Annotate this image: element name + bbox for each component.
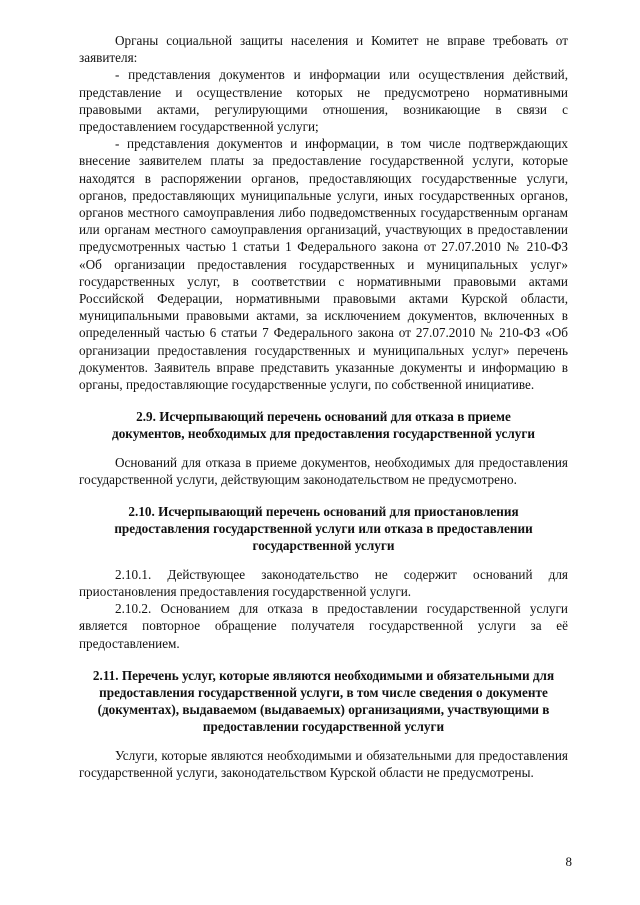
section-text-2-10-1: 2.10.1. Действующее законодательство не содержит оснований для приостановления предоставления государственной услуги. <box>79 566 568 599</box>
spacer <box>79 736 568 747</box>
paragraph-item-1: - представления документов и информации или осуществления действий, представление и осуществление которых не предусмотрено нормативными правовыми актами, регулирующими отношения, возникающие в связи с предоставлением государственной услуги; <box>79 67 568 135</box>
spacer <box>79 393 568 408</box>
page-number: 8 <box>565 854 572 869</box>
paragraph-item-2: - представления документов и информации, в том числе подтверждающих внесение заявителем платы за предоставление государственной услуги, которые находятся в распоряжении органов, предоставляющих государственные услуги, органов, предоставляющих муниципальные услуги, иных государственных органов, органов местного самоуправления либо подведомственных государственным органам или органам местного самоуправления организаций, участвующих в предоставлении предусмотренных частью 1 статьи 1 Федерального закона от 27.07.2010 № 210-ФЗ «Об организации предоставления государственных и муниципальных услуг» государственных услуг, в соответствии с нормативными правовыми актами Российской Федерации, нормативными правовыми актами Курской области, муниципальными правовыми актами, за исключением документов, включенных в определенный частью 6 статьи 7 Федерального закона от 27.07.2010 № 210-ФЗ «Об организации предоставления государственных и муниципальных услуг» перечень документов. Заявитель вправе представить указанные документы и информацию в органы, предоставляющие государственные услуги, по собственной инициативе. <box>79 136 568 393</box>
spacer <box>79 443 568 454</box>
section-text-2-9: Оснований для отказа в приеме документов, необходимых для предоставления государственной услуги, действующим законодательством не предусмотрено. <box>79 454 568 487</box>
spacer <box>79 555 568 566</box>
spacer <box>79 488 568 503</box>
section-heading-2-10: 2.10. Исчерпывающий перечень оснований для приостановления предоставления государственной услуги или отказа в предоставлении государственной услуги <box>114 504 533 554</box>
spacer <box>79 652 568 667</box>
section-heading-2-11: 2.11. Перечень услуг, которые являются необходимыми и обязательными для предоставления государственной услуги, в том числе сведения о документе (документах), выдаваемом (выдаваемых) организациями, участвующими в предоставлении государственной услуги <box>92 667 555 735</box>
section-text-2-10-2: 2.10.2. Основанием для отказа в предоставлении государственной услуги является повторное обращение получателя государственной услуги за её предоставлением. <box>79 601 568 651</box>
document-body <box>79 32 568 781</box>
section-text-2-11: Услуги, которые являются необходимыми и обязательными для предоставления государственной услуги, законодательством Курской области не предусмотрены. <box>79 747 568 780</box>
section-heading-2-9: 2.9. Исчерпывающий перечень оснований для отказа в приеме документов, необходимых для предоставления государственной услуги <box>112 409 535 442</box>
paragraph-intro: Органы социальной защиты населения и Комитет не вправе требовать от заявителя: <box>79 33 568 66</box>
